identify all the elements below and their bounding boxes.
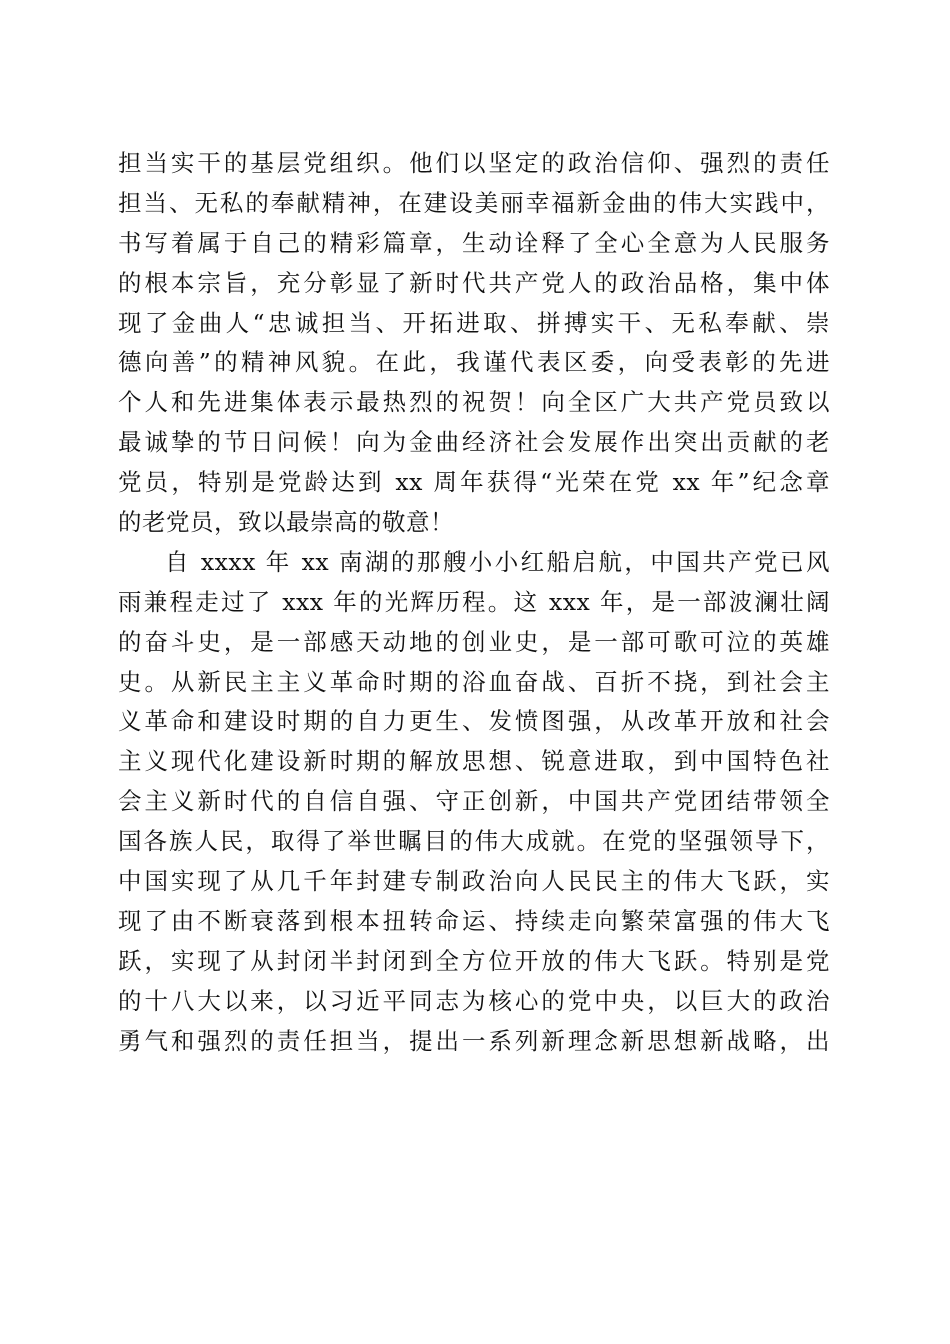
- paragraph-2: [118, 543, 830, 1062]
- text-line: 主义现代化建设新时期的解放思想、锐意进取，到中国特色社: [118, 747, 830, 776]
- text-line: 的十八大以来，以习近平同志为核心的党中央，以巨大的政治: [118, 986, 830, 1015]
- paragraph-1: [118, 144, 830, 543]
- text-line: 党员，特别是党龄达到 xx 周年获得“光荣在党 xx 年”纪念章: [118, 468, 830, 497]
- text-line-first: 自 xxxx 年 xx 南湖的那艘小小红船启航，中国共产党已风: [165, 547, 830, 576]
- text-line: 现了金曲人“忠诚担当、开拓进取、拼搏实干、无私奉献、崇: [118, 308, 830, 337]
- text-line: 义革命和建设时期的自力更生、发愤图强，从改革开放和社会: [118, 707, 830, 736]
- text-line: 中国实现了从几千年封建专制政治向人民民主的伟大飞跃，实: [118, 867, 830, 896]
- text-line: 跃，实现了从封闭半封闭到全方位开放的伟大飞跃。特别是党: [118, 946, 830, 975]
- text-line: 德向善”的精神风貌。在此，我谨代表区委，向受表彰的先进: [118, 348, 830, 377]
- text-line: 史。从新民主主义革命时期的浴血奋战、百折不挠，到社会主: [118, 667, 830, 696]
- text-line: 担当实干的基层党组织。他们以坚定的政治信仰、强烈的责任: [118, 149, 830, 177]
- text-line: 最诚挚的节日问候！向为金曲经济社会发展作出突出贡献的老: [118, 428, 830, 457]
- text-line: 现了由不断衰落到根本扭转命运、持续走向繁荣富强的伟大飞: [118, 906, 830, 935]
- text-line: 的根本宗旨，充分彰显了新时代共产党人的政治品格，集中体: [118, 268, 830, 297]
- text-line: 个人和先进集体表示最热烈的祝贺！向全区广大共产党员致以: [118, 388, 830, 417]
- text-line: 的奋斗史，是一部感天动地的创业史，是一部可歌可泣的英雄: [118, 627, 830, 656]
- text-line: 雨兼程走过了 xxx 年的光辉历程。这 xxx 年，是一部波澜壮阔: [118, 587, 830, 616]
- text-line-last: 的老党员，致以最崇高的敬意！: [118, 508, 454, 537]
- text-line: 会主义新时代的自信自强、守正创新，中国共产党团结带领全: [118, 787, 830, 816]
- text-line: 国各族人民，取得了举世瞩目的伟大成就。在党的坚强领导下，: [118, 827, 830, 856]
- text-line: 书写着属于自己的精彩篇章，生动诠释了全心全意为人民服务: [118, 228, 830, 257]
- body-text: [118, 144, 830, 1061]
- text-line: 勇气和强烈的责任担当，提出一系列新理念新思想新战略，出: [118, 1026, 830, 1055]
- text-line: 担当、无私的奉献精神，在建设美丽幸福新金曲的伟大实践中，: [118, 188, 830, 217]
